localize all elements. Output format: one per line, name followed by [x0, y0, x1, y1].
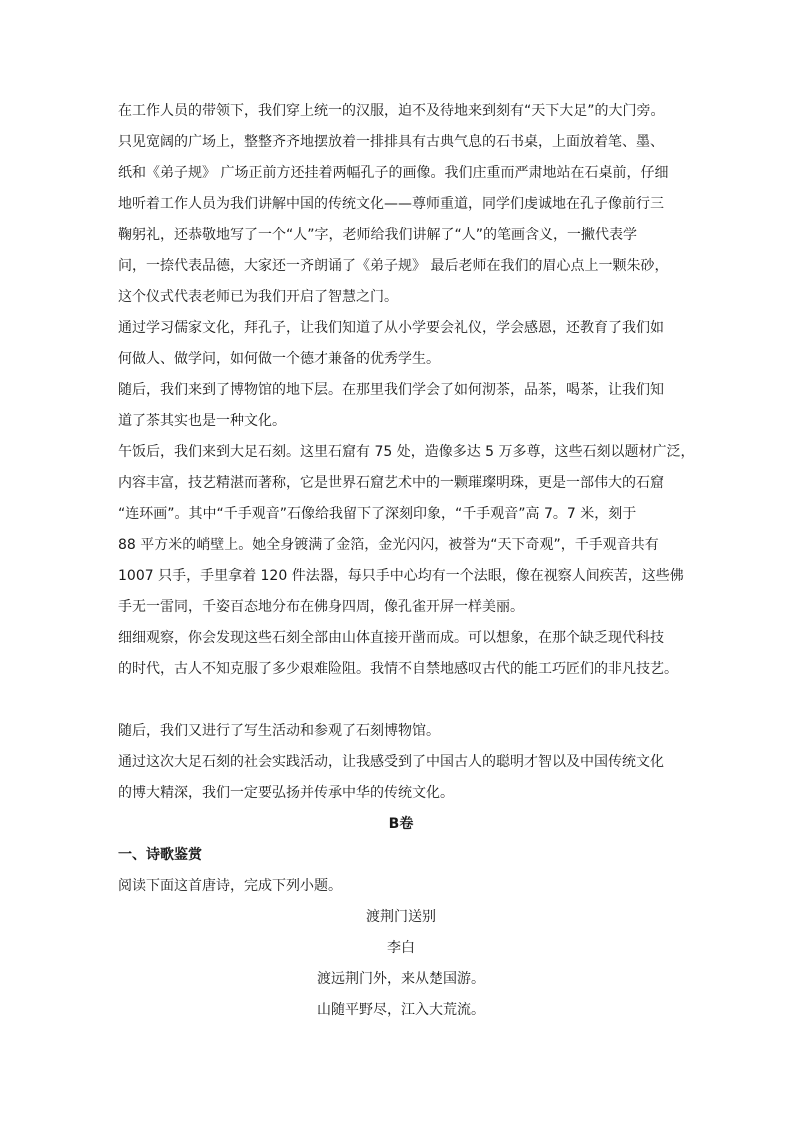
question-instruction: 阅读下面这首唐诗，完成下列小题。: [118, 878, 342, 894]
section-title: B卷: [388, 816, 414, 832]
text-line: 随后，我们又进行了写生活动和参观了石刻博物馆。: [118, 723, 440, 739]
paragraph: [118, 96, 684, 313]
text-line: 纸和《弟子规》 广场正前方还挂着两幅孔子的画像。我们庄重而严肃地站在石桌前，仔细: [118, 165, 669, 181]
text-line: 道了茶其实也是一种文化。: [118, 413, 286, 429]
text-line: 在工作人员的带领下，我们穿上统一的汉服，迫不及待地来到刻有“天下大足”的大门旁。: [118, 103, 665, 119]
paragraph: [118, 716, 684, 747]
section-heading: 一、诗歌鉴赏: [118, 847, 202, 863]
text-line: 88 平方米的峭壁上。她全身镀满了金箔，金光闪闪，被誉为“天下奇观”，千手观音共有: [118, 537, 659, 553]
text-line: 通过这次大足石刻的社会实践活动，让我感受到了中国古人的聪明才智以及中国传统文化: [118, 754, 664, 770]
text-line: 问，一捺代表品德，大家还一齐朗诵了《弟子规》 最后老师在我们的眉心点上一颗朱砂，: [118, 258, 669, 274]
text-line: 何做人、做学问，如何做一个德才兼备的优秀学生。: [118, 351, 440, 367]
poem-line: 山随平野尽，江入大荒流。: [317, 1002, 485, 1018]
text-line: 1007 只手，手里拿着 120 件法器，每只手中心均有一个法眼，像在视察人间疾苦，这些佛: [118, 568, 684, 584]
text-line: 细细观察，你会发现这些石刻全部由山体直接开凿而成。可以想象，在那个缺乏现代科技: [118, 630, 664, 646]
text-line: 这个仪式代表老师已为我们开启了智慧之门。: [118, 289, 398, 305]
poem-title: 渡荆门送别: [366, 909, 436, 925]
poem: [118, 902, 684, 1026]
text-line: “连环画”。其中“千手观音”石像给我留下了深刻印象，“千手观音”高 7。7 米，刻于: [118, 506, 637, 522]
text-line: 午饭后，我们来到大足石刻。这里石窟有 75 处，造像多达 5 万多尊，这些石刻以题材广泛，: [118, 444, 695, 460]
text-line: 内容丰富，技艺精湛而著称，它是世界石窟艺术中的一颗璀璨明珠，更是一部伟大的石窟: [118, 475, 664, 491]
paragraph: [118, 375, 684, 437]
text-line: 手无一雷同，千姿百态地分布在佛身四周，像孔雀开屏一样美丽。: [118, 599, 524, 615]
document-body: [118, 96, 695, 1026]
paragraph: [118, 313, 684, 375]
paragraph: [118, 747, 684, 809]
text-line: 只见宽阔的广场上，整整齐齐地摆放着一排排具有古典气息的石书桌，上面放着笔、墨、: [118, 134, 664, 150]
poem-line: 渡远荆门外，来从楚国游。: [317, 971, 485, 987]
text-line: 的时代，古人不知克服了多少艰难险阻。我情不自禁地感叹古代的能工巧匠们的非凡技艺。: [118, 661, 678, 677]
blank-line: [118, 685, 684, 716]
text-line: 随后，我们来到了博物馆的地下层。在那里我们学会了如何沏茶，品茶，喝茶，让我们知: [118, 382, 664, 398]
paragraph: [118, 437, 695, 623]
text-line: 鞠躬礼，还恭敬地写了一个“人”字，老师给我们讲解了“人”的笔画含义，一撇代表学: [118, 227, 638, 243]
paragraph: [118, 623, 684, 685]
poem-author: 李白: [387, 940, 415, 956]
text-line: 地听着工作人员为我们讲解中国的传统文化——尊师重道，同学们虔诚地在孔子像前行三: [118, 196, 664, 212]
text-line: 的博大精深，我们一定要弘扬并传承中华的传统文化。: [118, 785, 454, 801]
text-line: 通过学习儒家文化，拜孔子，让我们知道了从小学要会礼仪，学会感恩，还教育了我们如: [118, 320, 664, 336]
